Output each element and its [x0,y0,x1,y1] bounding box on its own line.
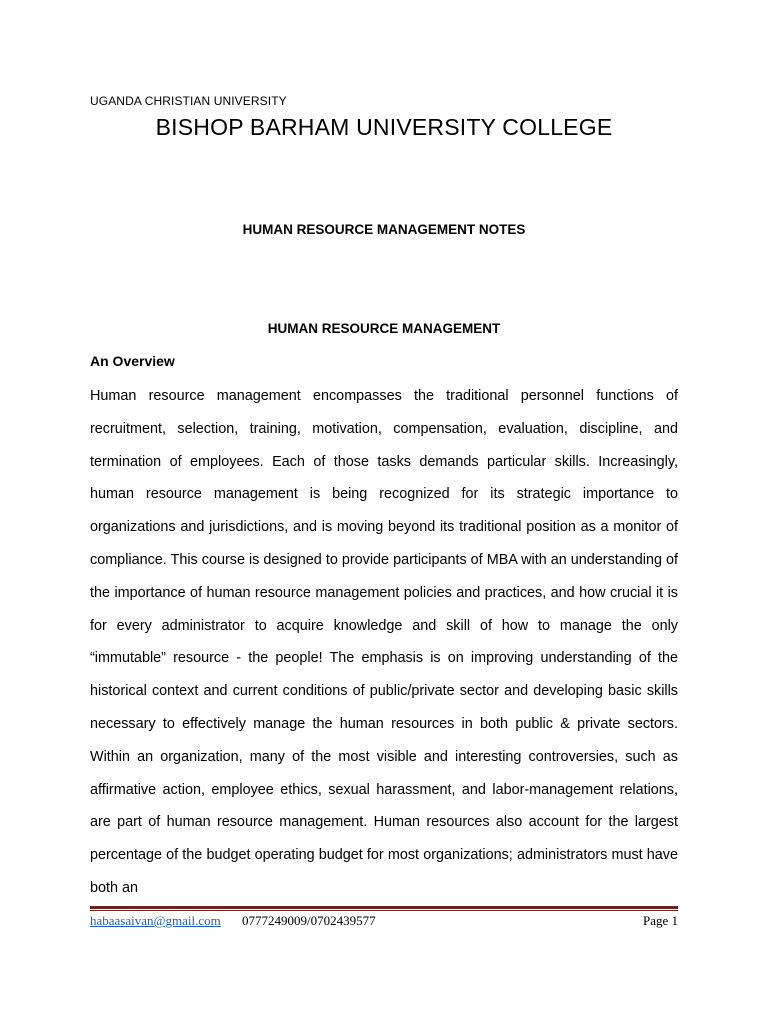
footer-email-link[interactable]: habaasaivan@gmail.com [90,913,221,928]
university-name: UGANDA CHRISTIAN UNIVERSITY [90,94,287,108]
body-paragraph: Human resource management encompasses the traditional personnel functions of recruitment, selection, training, motivation, compensation, evaluation, discipline, and termination of employees. Each of those tasks demands particular skills. Increasingly, human resource management is being recognized for its strategic importance to organizations and jurisdictions, and is moving beyond its traditional position as a monitor of compliance. This course is designed to provide participants of MBA with an understanding of the importance of human resource management policies and practices, and how crucial it is for every administrator to acquire knowledge and skill of how to manage the only “immutable” resource - the people! The emphasis is on improving understanding of the historical context and current conditions of public/private sector and developing basic skills necessary to effectively manage the human resources in both public & private sectors. Within an organization, many of the most visible and interesting controversies, such as affirmative action, employee ethics, sexual harassment, and labor-management relations, are part of human resource management. Human resources also account for the largest percentage of the budget operating budget for most organizations; administrators must have both an [90,388,678,896]
footer-rule-thin [90,910,678,911]
notes-title: HUMAN RESOURCE MANAGEMENT NOTES [242,222,526,237]
footer-page-number: Page 1 [642,913,678,928]
section-title: HUMAN RESOURCE MANAGEMENT [267,321,501,336]
footer-rule-thick [90,906,678,909]
overview-heading: An Overview [90,353,175,369]
college-title: BISHOP BARHAM UNIVERSITY COLLEGE [155,114,613,140]
footer-phone-numbers: 0777249009/0702439577 [242,913,376,928]
